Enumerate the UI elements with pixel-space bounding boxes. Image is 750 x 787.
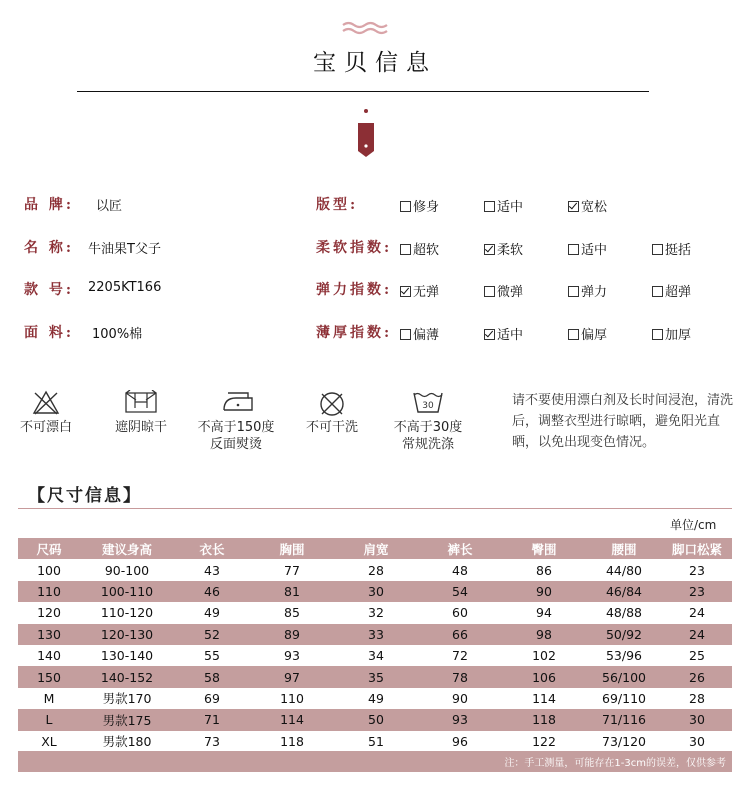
checkbox-checked-icon bbox=[484, 244, 495, 255]
option-label: 微弹 bbox=[497, 285, 524, 300]
table-cell: 77 bbox=[284, 562, 300, 578]
name-value: 牛油果T父子 bbox=[88, 242, 161, 257]
checkbox-icon bbox=[484, 286, 495, 297]
table-cell: 118 bbox=[280, 733, 304, 749]
table-cell: 110 bbox=[18, 581, 80, 602]
option-label: 无弹 bbox=[413, 285, 440, 300]
table-cell: 28 bbox=[368, 562, 384, 578]
option-fit-loose[interactable] bbox=[568, 196, 607, 215]
unit-label: 单位/cm bbox=[670, 518, 717, 532]
table-cell: 32 bbox=[368, 605, 384, 621]
option-label: 加厚 bbox=[665, 328, 692, 343]
wash-label-line1: 不高于30度 bbox=[393, 420, 463, 435]
table-cell: 93 bbox=[418, 709, 502, 730]
fabric-label: 面 料: bbox=[24, 325, 75, 341]
table-cell: 78 bbox=[418, 666, 502, 687]
option-label: 柔软 bbox=[497, 243, 524, 258]
option-elastic-stretch[interactable] bbox=[568, 281, 607, 300]
table-cell: 100 bbox=[37, 562, 61, 578]
table-cell: 49 bbox=[368, 690, 384, 706]
table-cell: 130-140 bbox=[100, 648, 154, 664]
option-label: 弹力 bbox=[581, 285, 608, 300]
table-cell: 114 bbox=[532, 690, 556, 706]
option-thick-thick[interactable] bbox=[568, 324, 607, 343]
tag-ornament-icon bbox=[358, 123, 374, 157]
table-cell: 114 bbox=[250, 709, 334, 730]
no-dryclean-icon bbox=[318, 390, 346, 418]
option-label: 宽松 bbox=[581, 200, 608, 215]
table-cell: 85 bbox=[284, 605, 300, 621]
table-cell: 55 bbox=[204, 648, 220, 664]
table-cell: 23 bbox=[689, 562, 705, 578]
table-cell: 48/88 bbox=[605, 605, 643, 621]
table-cell: 150 bbox=[18, 666, 80, 687]
table-cell: 72 bbox=[452, 648, 468, 664]
style-no-row bbox=[24, 279, 74, 299]
checkbox-icon bbox=[652, 244, 663, 255]
checkbox-checked-icon bbox=[568, 201, 579, 212]
table-cell: 69/110 bbox=[602, 690, 646, 706]
option-softness-crisp[interactable] bbox=[652, 239, 691, 258]
table-cell: 35 bbox=[334, 666, 418, 687]
table-row bbox=[18, 688, 732, 709]
table-cell: 51 bbox=[368, 733, 384, 749]
table-cell: 110 bbox=[280, 690, 304, 706]
table-cell: 28 bbox=[689, 690, 705, 706]
table-cell: 120-130 bbox=[80, 624, 174, 645]
table-cell: 73/120 bbox=[602, 733, 646, 749]
fabric-row bbox=[24, 322, 74, 342]
col-header: 腰围 bbox=[586, 538, 662, 559]
option-softness-super[interactable] bbox=[400, 239, 439, 258]
table-cell: 50/92 bbox=[586, 624, 662, 645]
col-header: 建议身高 bbox=[80, 538, 174, 559]
table-cell: 24 bbox=[662, 624, 732, 645]
brand-value: 以匠 bbox=[96, 199, 123, 214]
wave-ornament-icon bbox=[341, 20, 389, 38]
checkbox-icon bbox=[400, 201, 411, 212]
size-table-header bbox=[18, 538, 732, 559]
table-cell: 58 bbox=[174, 666, 250, 687]
table-cell: 69 bbox=[204, 690, 220, 706]
table-cell: 54 bbox=[418, 581, 502, 602]
care-note: 请不要使用漂白剂及长时间浸泡，清洗后，调整衣型进行晾晒，避免阳光直晒，以免出现变色情况。 bbox=[512, 393, 734, 450]
option-label: 超弹 bbox=[665, 285, 692, 300]
wash-temp-label: 30 bbox=[422, 401, 434, 411]
iron-label-line2: 反面熨烫 bbox=[209, 437, 262, 452]
table-row bbox=[18, 581, 732, 602]
table-cell: 44/80 bbox=[605, 562, 643, 578]
wash-label-line2: 常规洗涤 bbox=[401, 437, 454, 452]
option-thick-medium[interactable] bbox=[484, 324, 523, 343]
fit-label: 版型: bbox=[316, 197, 359, 213]
table-cell: 30 bbox=[662, 709, 732, 730]
option-elastic-slight[interactable] bbox=[484, 281, 523, 300]
col-header: 尺码 bbox=[18, 538, 80, 559]
checkbox-checked-icon bbox=[484, 329, 495, 340]
option-thick-extra[interactable] bbox=[652, 324, 691, 343]
softness-label: 柔软指数: bbox=[316, 240, 393, 256]
table-cell: 140 bbox=[37, 648, 61, 664]
footer-band bbox=[18, 751, 732, 772]
table-row bbox=[18, 666, 732, 687]
checkbox-icon bbox=[652, 329, 663, 340]
checkbox-icon bbox=[400, 329, 411, 340]
fabric-value: 100%棉 bbox=[92, 327, 143, 342]
option-softness-medium[interactable] bbox=[568, 239, 607, 258]
thickness-label: 薄厚指数: bbox=[316, 325, 393, 341]
table-row bbox=[18, 645, 732, 666]
size-table bbox=[18, 538, 732, 752]
checkbox-checked-icon bbox=[400, 286, 411, 297]
iron-label-line1: 不高于150度 bbox=[197, 420, 275, 435]
table-cell: 90-100 bbox=[104, 562, 150, 578]
col-header: 肩宽 bbox=[334, 538, 418, 559]
wash-label bbox=[380, 419, 476, 453]
table-cell: 97 bbox=[250, 666, 334, 687]
measurement-note: 注：手工测量，可能存在1-3cm的误差，仅供参考 bbox=[504, 758, 726, 769]
iron-label bbox=[188, 419, 284, 453]
col-header: 衣长 bbox=[174, 538, 250, 559]
table-cell: XL bbox=[41, 733, 57, 749]
option-label: 适中 bbox=[581, 243, 608, 258]
table-cell: 56/100 bbox=[586, 666, 662, 687]
option-thick-thin[interactable] bbox=[400, 324, 439, 343]
table-cell: 86 bbox=[536, 562, 552, 578]
option-label: 修身 bbox=[413, 200, 440, 215]
no-dryclean-label: 不可干洗 bbox=[305, 420, 358, 435]
table-cell: 122 bbox=[532, 733, 556, 749]
size-divider bbox=[18, 508, 732, 509]
table-cell: 25 bbox=[689, 648, 705, 664]
table-cell: 96 bbox=[452, 733, 468, 749]
option-label: 偏厚 bbox=[581, 328, 608, 343]
table-cell: 男款180 bbox=[102, 734, 152, 750]
name-row bbox=[24, 237, 74, 257]
shade-dry-icon bbox=[124, 390, 158, 416]
checkbox-icon bbox=[568, 244, 579, 255]
table-cell: 81 bbox=[250, 581, 334, 602]
table-cell: 26 bbox=[662, 666, 732, 687]
checkbox-icon bbox=[400, 244, 411, 255]
table-row bbox=[18, 559, 732, 580]
table-cell: 89 bbox=[250, 624, 334, 645]
table-cell: 49 bbox=[204, 605, 220, 621]
table-cell: 52 bbox=[174, 624, 250, 645]
option-softness-soft[interactable] bbox=[484, 239, 523, 258]
table-cell: 130 bbox=[18, 624, 80, 645]
table-cell: 71/116 bbox=[586, 709, 662, 730]
checkbox-icon bbox=[568, 329, 579, 340]
option-elastic-none[interactable] bbox=[400, 281, 439, 300]
option-label: 挺括 bbox=[665, 243, 692, 258]
table-cell: L bbox=[18, 709, 80, 730]
table-cell: 23 bbox=[662, 581, 732, 602]
option-fit-regular[interactable] bbox=[484, 196, 523, 215]
table-cell: 30 bbox=[689, 733, 705, 749]
table-cell: 106 bbox=[502, 666, 586, 687]
table-cell: 33 bbox=[334, 624, 418, 645]
option-label: 超软 bbox=[413, 243, 440, 258]
shade-dry-label: 遮阴晾干 bbox=[114, 420, 167, 435]
table-cell: 100-110 bbox=[80, 581, 174, 602]
col-header: 脚口松紧 bbox=[662, 538, 732, 559]
col-header: 臀围 bbox=[502, 538, 586, 559]
brand-label: 品 牌: bbox=[24, 197, 75, 213]
table-cell: 93 bbox=[284, 648, 300, 664]
table-cell: 46 bbox=[174, 581, 250, 602]
dot-ornament bbox=[364, 109, 368, 113]
no-bleach-icon bbox=[32, 390, 60, 416]
table-cell: 102 bbox=[532, 648, 556, 664]
wash-30-icon bbox=[412, 388, 444, 414]
table-cell: 30 bbox=[334, 581, 418, 602]
size-table-body bbox=[18, 559, 732, 752]
option-label: 偏薄 bbox=[413, 328, 440, 343]
style-no-label: 款 号: bbox=[24, 282, 75, 298]
table-cell: 118 bbox=[502, 709, 586, 730]
page-title: 宝贝信息 bbox=[313, 50, 437, 76]
option-elastic-super[interactable] bbox=[652, 281, 691, 300]
table-cell: 90 bbox=[452, 690, 468, 706]
title-divider bbox=[77, 91, 649, 92]
iron-icon bbox=[218, 390, 258, 414]
size-heading: 【尺寸信息】 bbox=[28, 486, 142, 506]
elasticity-label: 弹力指数: bbox=[316, 282, 393, 298]
option-label: 适中 bbox=[497, 328, 524, 343]
option-label: 适中 bbox=[497, 200, 524, 215]
table-cell: 98 bbox=[502, 624, 586, 645]
table-cell: 24 bbox=[689, 605, 705, 621]
table-cell: 94 bbox=[536, 605, 552, 621]
table-cell: 53/96 bbox=[605, 648, 643, 664]
col-header: 裤长 bbox=[418, 538, 502, 559]
style-no-value: 2205KT166 bbox=[88, 280, 162, 295]
name-label: 名 称: bbox=[24, 240, 75, 256]
table-cell: 43 bbox=[204, 562, 220, 578]
table-cell: 男款175 bbox=[80, 709, 174, 730]
table-cell: 50 bbox=[334, 709, 418, 730]
table-row bbox=[18, 731, 732, 752]
table-cell: 90 bbox=[502, 581, 586, 602]
table-cell: 140-152 bbox=[80, 666, 174, 687]
no-bleach-label: 不可漂白 bbox=[19, 420, 72, 435]
table-cell: 46/84 bbox=[586, 581, 662, 602]
table-cell: 110-120 bbox=[100, 605, 154, 621]
table-cell: 60 bbox=[452, 605, 468, 621]
table-row bbox=[18, 602, 732, 623]
table-cell: 男款170 bbox=[102, 691, 152, 707]
table-cell: 120 bbox=[37, 605, 61, 621]
brand-row bbox=[24, 194, 74, 214]
table-cell: 66 bbox=[418, 624, 502, 645]
table-cell: 71 bbox=[174, 709, 250, 730]
col-header: 胸围 bbox=[250, 538, 334, 559]
table-cell: M bbox=[43, 690, 55, 706]
table-cell: 48 bbox=[452, 562, 468, 578]
table-cell: 73 bbox=[204, 733, 220, 749]
table-cell: 34 bbox=[368, 648, 384, 664]
option-fit-slim[interactable] bbox=[400, 196, 439, 215]
checkbox-icon bbox=[568, 286, 579, 297]
checkbox-icon bbox=[652, 286, 663, 297]
checkbox-icon bbox=[484, 201, 495, 212]
table-row bbox=[18, 709, 732, 730]
table-row bbox=[18, 624, 732, 645]
